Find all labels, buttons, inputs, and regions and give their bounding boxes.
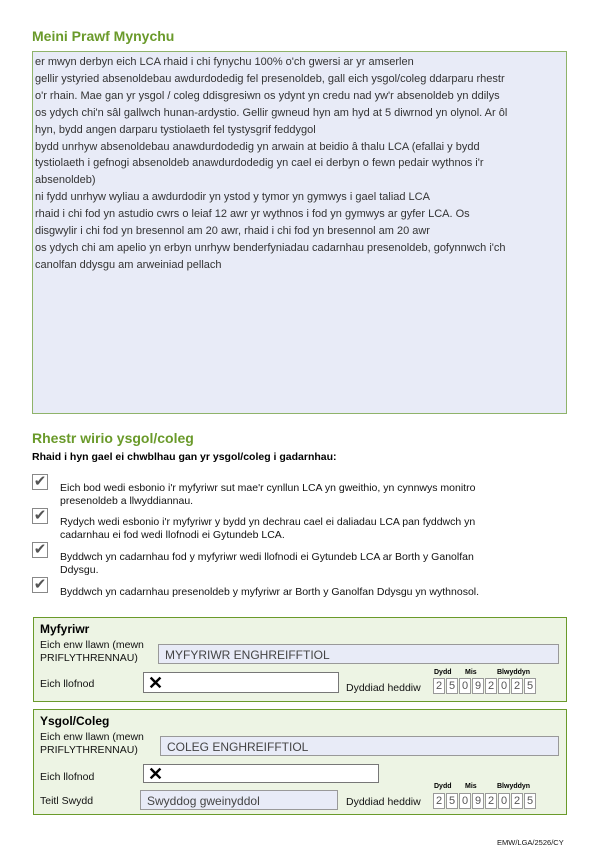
date-digit[interactable]: 2 <box>485 678 497 694</box>
year-label: Blwyddyn <box>497 783 531 790</box>
date-digit[interactable]: 0 <box>498 793 510 809</box>
checklist-subtitle: Rhaid i hyn gael ei chwblhau gan yr ysgol/coleg i gadarnhau: <box>32 451 337 463</box>
job-title-label: Teitl Swydd <box>40 795 94 807</box>
criteria-textarea[interactable] <box>32 51 567 414</box>
date-digit[interactable]: 5 <box>524 678 536 694</box>
student-title: Myfyriwr <box>40 622 90 636</box>
date-digit[interactable]: 2 <box>433 793 445 809</box>
student-name-label <box>40 639 144 664</box>
school-title: Ysgol/Coleg <box>40 714 110 728</box>
criteria-line: gellir ystyried absenoldebau awdurdodedig fel presenoldeb, gall eich ysgol/coleg ddarparu rhestr <box>35 72 505 85</box>
student-date-input[interactable] <box>433 678 537 694</box>
checklist-title: Rhestr wirio ysgol/coleg <box>32 430 194 446</box>
day-label: Dydd <box>434 783 452 790</box>
checklist-item-text: Eich bod wedi esbonio i'r myfyriwr sut mae'r cynllun LCA yn gweithio, yn cynnwys monitro <box>60 482 476 494</box>
criteria-line: disgwylir i chi fod yn bresennol am 20 awr, rhaid i chi fod yn bresennol am 20 awr <box>35 225 430 238</box>
criteria-line: os ydych chi am apelio yn erbyn unrhyw benderfyniadau cadarnhau presenoldeb, gofynnwch i'ch <box>35 241 506 254</box>
date-digit[interactable]: 9 <box>472 793 484 809</box>
date-digit[interactable]: 2 <box>485 793 497 809</box>
checklist-item-4 <box>60 586 530 599</box>
criteria-line: absenoldeb) <box>35 174 96 187</box>
label-line: Eich enw llawn (mewn <box>40 731 144 743</box>
checklist-item-2 <box>60 516 530 541</box>
checklist-item-text: cadarnhau ei fod wedi llofnodi ei Gytundeb LCA. <box>60 528 285 541</box>
checklist-item-text: Byddwch yn cadarnhau presenoldeb y myfyriwr ar Borth y Ganolfan Ddysgu yn wythnosol. <box>60 586 480 598</box>
school-date-label: Dyddiad heddiw <box>346 796 421 808</box>
month-label: Mis <box>465 783 477 790</box>
student-panel <box>33 617 567 702</box>
month-label: Mis <box>465 669 477 676</box>
criteria-line: bydd unrhyw absenoldebau anawdurdodedig yn arwain at beidio â thalu LCA (efallai y bydd <box>35 140 480 153</box>
checkbox-1[interactable] <box>32 474 48 490</box>
checklist-item-text: Ddysgu. <box>60 563 99 576</box>
school-name-label <box>40 731 144 756</box>
school-date-input[interactable] <box>433 793 537 809</box>
footer-code: EMW/LGA/2526/CY <box>497 838 564 847</box>
criteria-line: o'r rhain. Mae gan yr ysgol / coleg ddisgresiwn os ydynt yn credu nad yw'r absenoldeb yn ddilys <box>35 89 500 102</box>
school-panel <box>33 709 567 815</box>
school-signature-field[interactable] <box>143 764 379 783</box>
signature-mark: ✕ <box>148 764 164 784</box>
date-digit[interactable]: 2 <box>511 793 523 809</box>
checklist-item-text: Byddwch yn cadarnhau fod y myfyriwr wedi llofnodi ei Gytundeb LCA ar Borth y Ganolfan <box>60 551 474 563</box>
criteria-line: ni fydd unrhyw wyliau a awdurdodir yn ystod y tymor yn gymwys i gael taliad LCA <box>35 191 430 204</box>
checkbox-4[interactable] <box>32 577 48 593</box>
date-digit[interactable]: 2 <box>511 678 523 694</box>
date-digit[interactable]: 5 <box>524 793 536 809</box>
student-signature-label: Eich llofnod <box>40 678 95 690</box>
label-line: Eich enw llawn (mewn <box>40 639 144 651</box>
check-icon: ✔ <box>33 541 47 558</box>
checklist-item-3 <box>60 551 530 576</box>
job-title-input[interactable]: Swyddog gweinyddol <box>140 790 338 810</box>
signature-mark: ✕ <box>148 673 164 693</box>
student-date-label: Dyddiad heddiw <box>346 682 421 694</box>
criteria-line: rhaid i chi fod yn astudio cwrs o leiaf 12 awr yr wythnos i fod yn gymwys ar gyfer LCA. Os <box>35 208 470 221</box>
day-label: Dydd <box>434 669 452 676</box>
criteria-line: er mwyn derbyn eich LCA rhaid i chi fynychu 100% o'ch gwersi ar yr amserlen <box>35 56 414 68</box>
date-digit[interactable]: 2 <box>433 678 445 694</box>
date-digit[interactable]: 0 <box>459 678 471 694</box>
checkbox-3[interactable] <box>32 542 48 558</box>
year-label: Blwyddyn <box>497 669 531 676</box>
criteria-line: hyn, bydd angen darparu tystiolaeth fel tystysgrif feddygol <box>35 123 316 136</box>
check-icon: ✔ <box>33 576 47 593</box>
date-digit[interactable]: 9 <box>472 678 484 694</box>
check-icon: ✔ <box>33 507 47 524</box>
checklist-item-text: presenoldeb a llwyddiannau. <box>60 494 194 507</box>
checkbox-2[interactable] <box>32 508 48 524</box>
criteria-line: os ydych chi'n sâl gallwch hunan-ardystio. Gellir gwneud hyn am hyd at 5 diwrnod yn olynol. Ar ôl <box>35 106 508 119</box>
date-digit[interactable]: 0 <box>498 678 510 694</box>
school-signature-label: Eich llofnod <box>40 771 95 783</box>
checklist-item-text: Rydych wedi esbonio i'r myfyriwr y bydd yn dechrau cael ei daliadau LCA pan fyddwch yn <box>60 516 476 528</box>
label-line: PRIFLYTHRENNAU) <box>40 743 138 756</box>
school-name-input[interactable]: COLEG ENGHREIFFTIOL <box>160 736 559 756</box>
checklist-item-1 <box>60 482 530 507</box>
criteria-title: Meini Prawf Mynychu <box>32 28 175 44</box>
criteria-line: canolfan ddysgu am arweiniad pellach <box>35 258 222 271</box>
date-digit[interactable]: 5 <box>446 793 458 809</box>
date-digit[interactable]: 0 <box>459 793 471 809</box>
student-signature-field[interactable] <box>143 672 339 693</box>
label-line: PRIFLYTHRENNAU) <box>40 651 138 664</box>
date-digit[interactable]: 5 <box>446 678 458 694</box>
student-name-input[interactable]: MYFYRIWR ENGHREIFFTIOL <box>158 644 559 664</box>
criteria-line: tystiolaeth i gefnogi absenoldeb anawdurdodedig yn cael ei derbyn o fewn pedair wythnos i'r <box>35 157 484 170</box>
check-icon: ✔ <box>33 473 47 490</box>
